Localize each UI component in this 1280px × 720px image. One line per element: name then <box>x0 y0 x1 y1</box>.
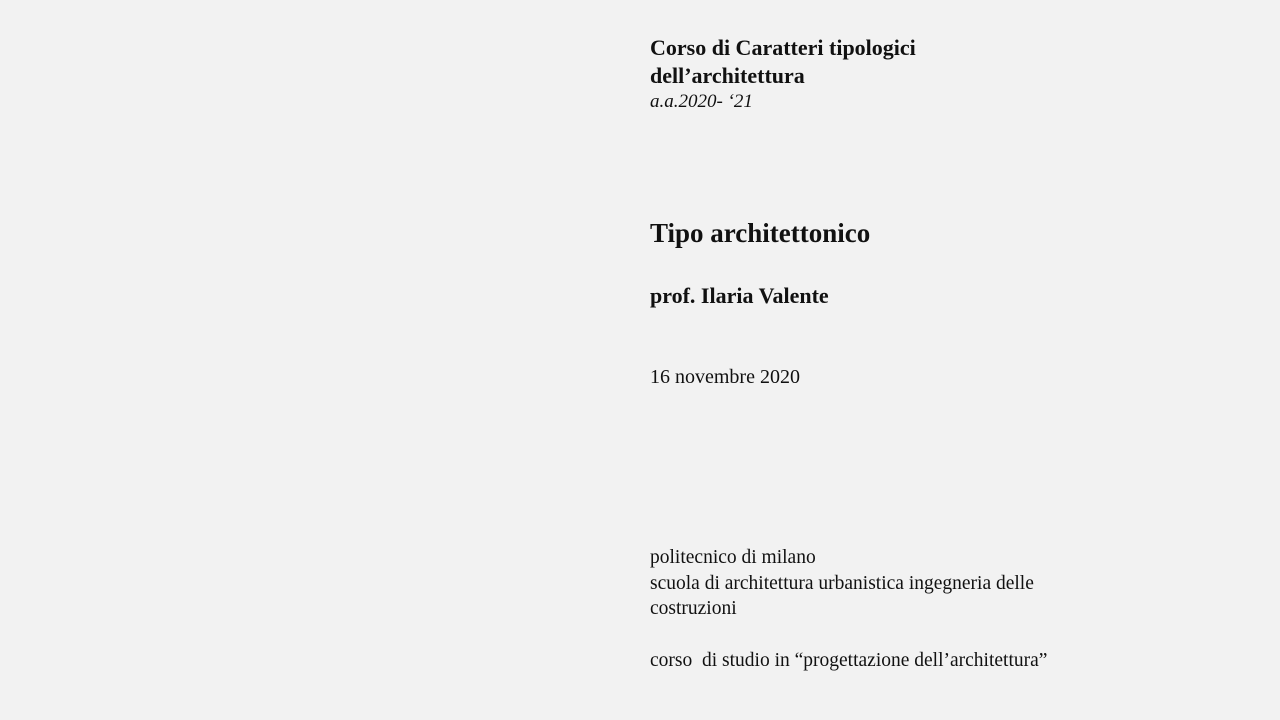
study-program: corso di studio in “progettazione dell’architettura” <box>650 649 1048 671</box>
academic-year: a.a.2020- ‘21 <box>650 91 753 112</box>
lecture-title: Tipo architettonico <box>650 218 871 248</box>
course-title-line-1: Corso di Caratteri tipologici <box>650 35 916 60</box>
university-name: politecnico di milano <box>650 547 816 568</box>
professor-name: prof. Ilaria Valente <box>650 283 829 308</box>
lecture-date: 16 novembre 2020 <box>650 366 800 388</box>
footer-spacer <box>650 622 1090 648</box>
course-title-line-2: dell’architettura <box>650 63 805 88</box>
institution-footer <box>650 545 1090 673</box>
school-name: scuola di architettura urbanistica ingegneria delle costruzioni <box>650 572 1034 619</box>
course-title <box>650 34 1130 90</box>
